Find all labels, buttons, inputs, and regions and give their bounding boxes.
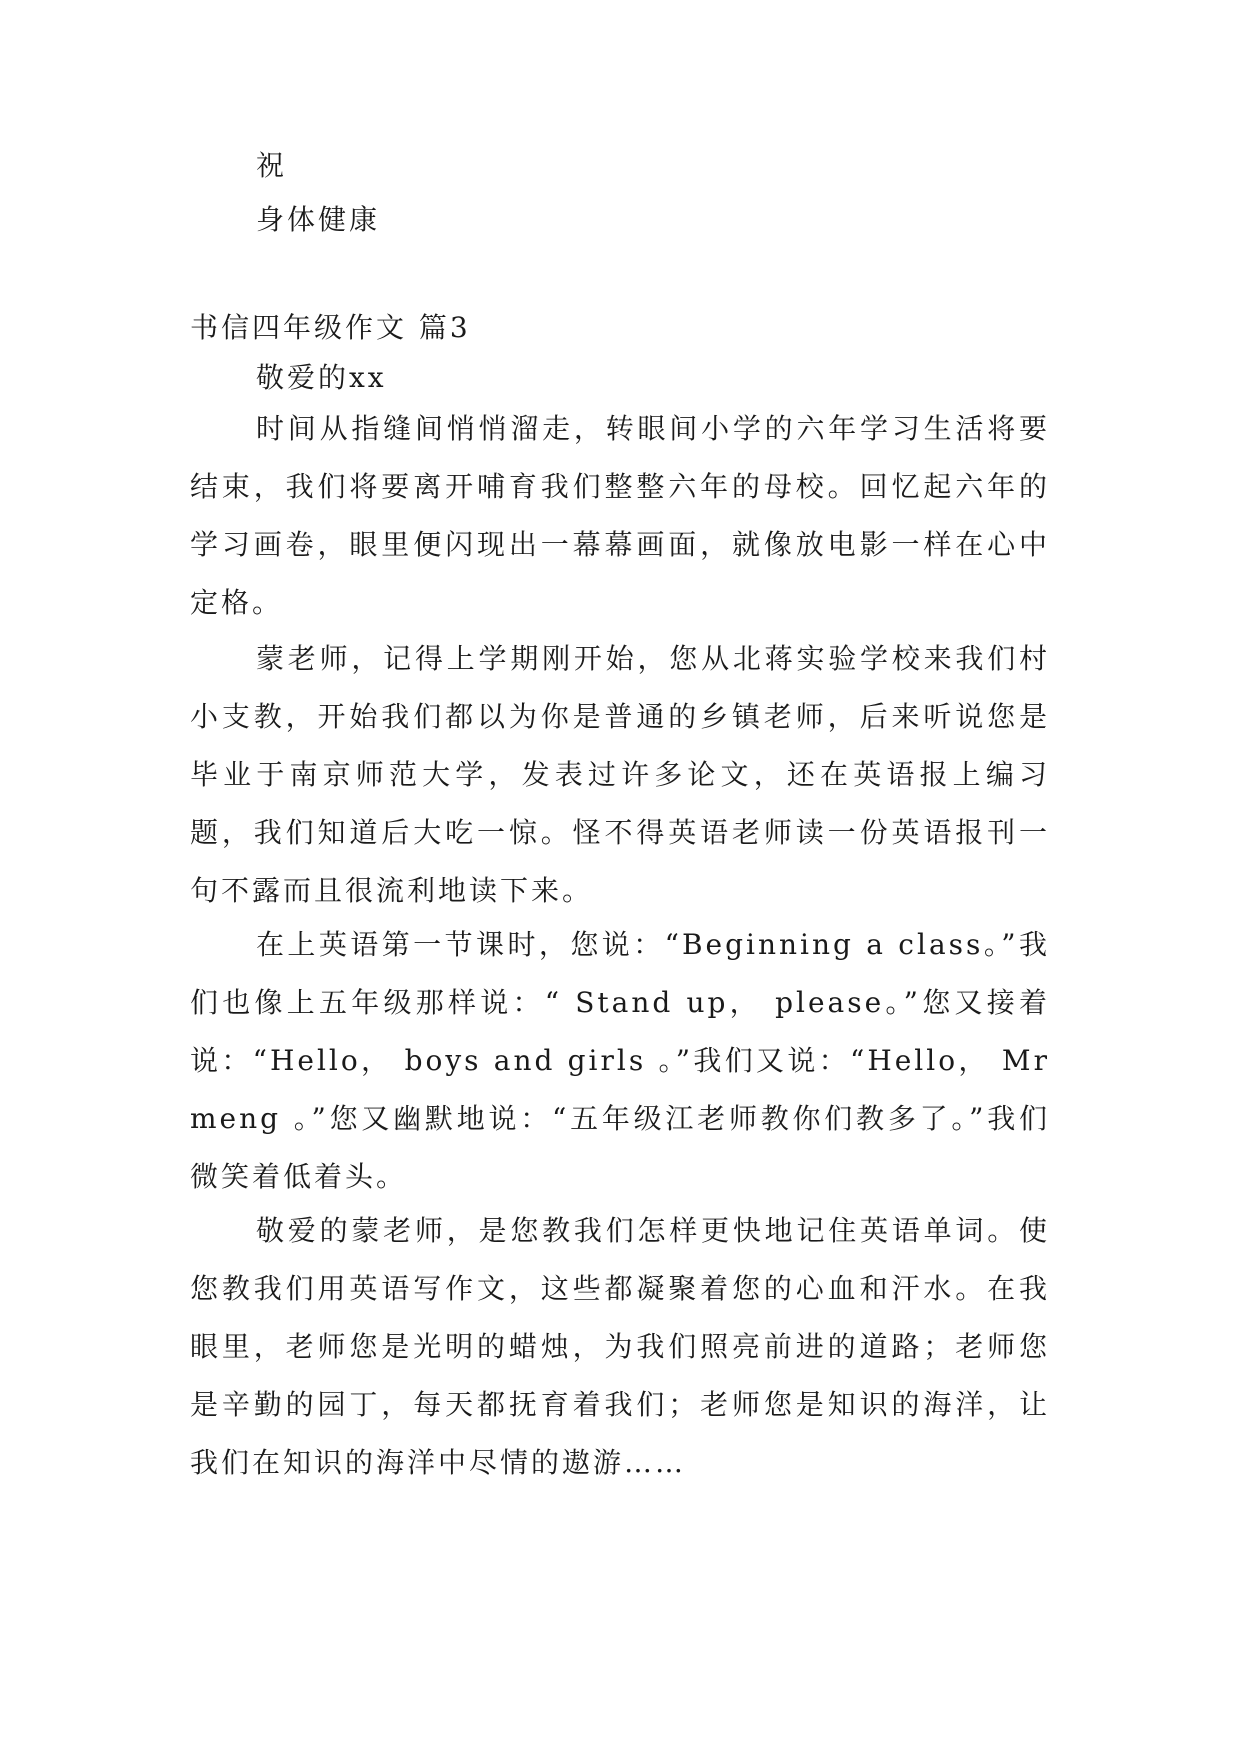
section-title: 书信四年级作文 篇3 <box>190 311 471 344</box>
paragraph-3: 在上英语第一节课时，您说：“Beginning a class。”我们也像上五年级那样说：“ Stand up， please。”您又接着说：“Hello， boys and girls 。”我们又说：“Hello， Mr meng 。”您又幽默地说：“五年级江老师教你们教多了。”我们微笑着低着头。 <box>190 928 1050 1193</box>
paragraph-2: 蒙老师，记得上学期刚开始，您从北蒋实验学校来我们村小支教，开始我们都以为你是普通的乡镇老师，后来听说您是毕业于南京师范大学，发表过许多论文，还在英语报上编习题，我们知道后大吃一惊。怪不得英语老师读一份英语报刊一句不露而且很流利地读下来。 <box>190 642 1050 907</box>
paragraph-4: 敬爱的蒙老师，是您教我们怎样更快地记住英语单词。使您教我们用英语写作文，这些都凝聚着您的心血和汗水。在我眼里，老师您是光明的蜡烛，为我们照亮前进的道路；老师您是辛勤的园丁，每天都抚育着我们；老师您是知识的海洋，让我们在知识的海洋中尽情的遨游…… <box>190 1214 1050 1479</box>
closing-wish: 祝 <box>256 149 288 182</box>
closing-health: 身体健康 <box>256 203 381 236</box>
salutation: 敬爱的xx <box>256 361 387 394</box>
paragraph-1: 时间从指缝间悄悄溜走，转眼间小学的六年学习生活将要结束，我们将要离开哺育我们整整六年的母校。回忆起六年的学习画卷，眼里便闪现出一幕幕画面，就像放电影一样在心中定格。 <box>190 412 1050 619</box>
